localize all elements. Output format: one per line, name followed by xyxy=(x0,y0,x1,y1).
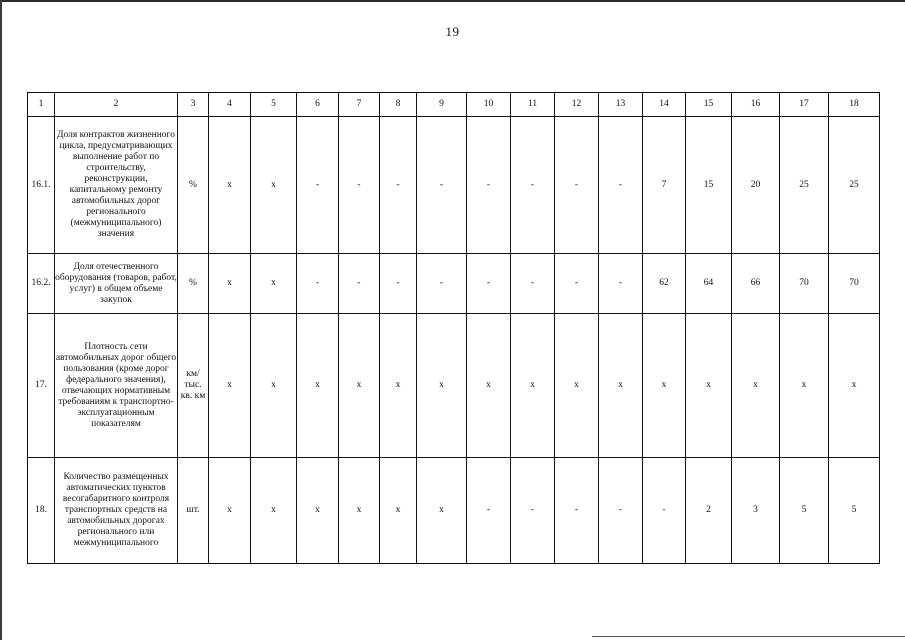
value-cell: - xyxy=(511,117,555,254)
header-cell: 2 xyxy=(55,93,178,117)
value-cell: - xyxy=(339,117,380,254)
value-cell: - xyxy=(339,254,380,314)
indicator-name-cell: Количество размещенных автоматических пунктов весогабаритного контроля транспортных средств на автомобильных дорогах регионального или межмуниципального xyxy=(55,458,178,564)
value-cell: - xyxy=(555,117,599,254)
scan-bottom-edge xyxy=(592,636,905,637)
value-cell: х xyxy=(380,458,417,564)
value-cell: - xyxy=(599,117,643,254)
unit-cell: км/ тыс. кв. км xyxy=(178,314,209,458)
value-cell: 15 xyxy=(686,117,732,254)
value-cell: х xyxy=(511,314,555,458)
value-cell: - xyxy=(599,458,643,564)
value-cell: 2 xyxy=(686,458,732,564)
value-cell: х xyxy=(599,314,643,458)
value-cell: х xyxy=(467,314,511,458)
header-cell: 18 xyxy=(829,93,880,117)
value-cell: - xyxy=(643,458,686,564)
header-cell: 15 xyxy=(686,93,732,117)
value-cell: х xyxy=(209,458,251,564)
value-cell: - xyxy=(380,117,417,254)
row-number-cell: 18. xyxy=(28,458,55,564)
value-cell: х xyxy=(732,314,780,458)
value-cell: - xyxy=(417,117,467,254)
header-cell: 6 xyxy=(297,93,339,117)
value-cell: - xyxy=(417,254,467,314)
unit-cell: % xyxy=(178,117,209,254)
header-cell: 4 xyxy=(209,93,251,117)
value-cell: - xyxy=(467,458,511,564)
value-cell: х xyxy=(339,314,380,458)
scan-top-edge xyxy=(0,0,905,2)
value-cell: х xyxy=(251,314,297,458)
value-cell: х xyxy=(251,117,297,254)
header-cell: 13 xyxy=(599,93,643,117)
value-cell: 25 xyxy=(780,117,829,254)
header-row xyxy=(28,93,880,117)
value-cell: 5 xyxy=(780,458,829,564)
value-cell: - xyxy=(511,254,555,314)
value-cell: х xyxy=(780,314,829,458)
header-cell: 7 xyxy=(339,93,380,117)
value-cell: - xyxy=(467,117,511,254)
value-cell: х xyxy=(209,254,251,314)
value-cell: 66 xyxy=(732,254,780,314)
header-cell: 12 xyxy=(555,93,599,117)
indicator-name-cell: Доля контрактов жизненного цикла, предусматривающих выполнение работ по строительству, реконструкции, капитальному ремонту автомобильных дорог регионального (межмуниципального) значения xyxy=(55,117,178,254)
value-cell: - xyxy=(467,254,511,314)
value-cell: х xyxy=(251,254,297,314)
value-cell: - xyxy=(297,117,339,254)
header-cell: 8 xyxy=(380,93,417,117)
value-cell: 70 xyxy=(829,254,880,314)
header-cell: 5 xyxy=(251,93,297,117)
indicator-name-cell: Плотность сети автомобильных дорог общего пользования (кроме дорог федерального значения), отвечающих нормативным требованиям к транспортно-эксплуатационным показателям xyxy=(55,314,178,458)
value-cell: - xyxy=(297,254,339,314)
indicator-table xyxy=(27,92,880,564)
header-cell: 17 xyxy=(780,93,829,117)
value-cell: - xyxy=(511,458,555,564)
table-row xyxy=(28,117,880,254)
value-cell: х xyxy=(339,458,380,564)
header-cell: 9 xyxy=(417,93,467,117)
value-cell: х xyxy=(251,458,297,564)
table-row xyxy=(28,458,880,564)
row-number-cell: 16.1. xyxy=(28,117,55,254)
unit-cell: шт. xyxy=(178,458,209,564)
value-cell: х xyxy=(643,314,686,458)
value-cell: х xyxy=(380,314,417,458)
value-cell: - xyxy=(555,254,599,314)
row-number-cell: 17. xyxy=(28,314,55,458)
value-cell: х xyxy=(297,458,339,564)
value-cell: х xyxy=(417,458,467,564)
value-cell: 62 xyxy=(643,254,686,314)
header-cell: 14 xyxy=(643,93,686,117)
value-cell: - xyxy=(555,458,599,564)
value-cell: - xyxy=(599,254,643,314)
indicator-name-cell: Доля отечественного оборудования (товаров, работ, услуг) в общем объеме закупок xyxy=(55,254,178,314)
header-cell: 10 xyxy=(467,93,511,117)
value-cell: х xyxy=(417,314,467,458)
table-row xyxy=(28,254,880,314)
header-cell: 16 xyxy=(732,93,780,117)
row-number-cell: 16.2. xyxy=(28,254,55,314)
value-cell: 5 xyxy=(829,458,880,564)
scan-left-edge xyxy=(0,0,2,640)
page-number: 19 xyxy=(445,24,460,39)
value-cell: 7 xyxy=(643,117,686,254)
value-cell: 70 xyxy=(780,254,829,314)
value-cell: х xyxy=(686,314,732,458)
value-cell: 64 xyxy=(686,254,732,314)
value-cell: х xyxy=(297,314,339,458)
header-cell: 3 xyxy=(178,93,209,117)
value-cell: 25 xyxy=(829,117,880,254)
value-cell: - xyxy=(380,254,417,314)
unit-cell: % xyxy=(178,254,209,314)
header-cell: 11 xyxy=(511,93,555,117)
header-cell: 1 xyxy=(28,93,55,117)
table-row xyxy=(28,314,880,458)
value-cell: 20 xyxy=(732,117,780,254)
value-cell: х xyxy=(555,314,599,458)
value-cell: х xyxy=(209,314,251,458)
value-cell: х xyxy=(829,314,880,458)
value-cell: 3 xyxy=(732,458,780,564)
value-cell: х xyxy=(209,117,251,254)
